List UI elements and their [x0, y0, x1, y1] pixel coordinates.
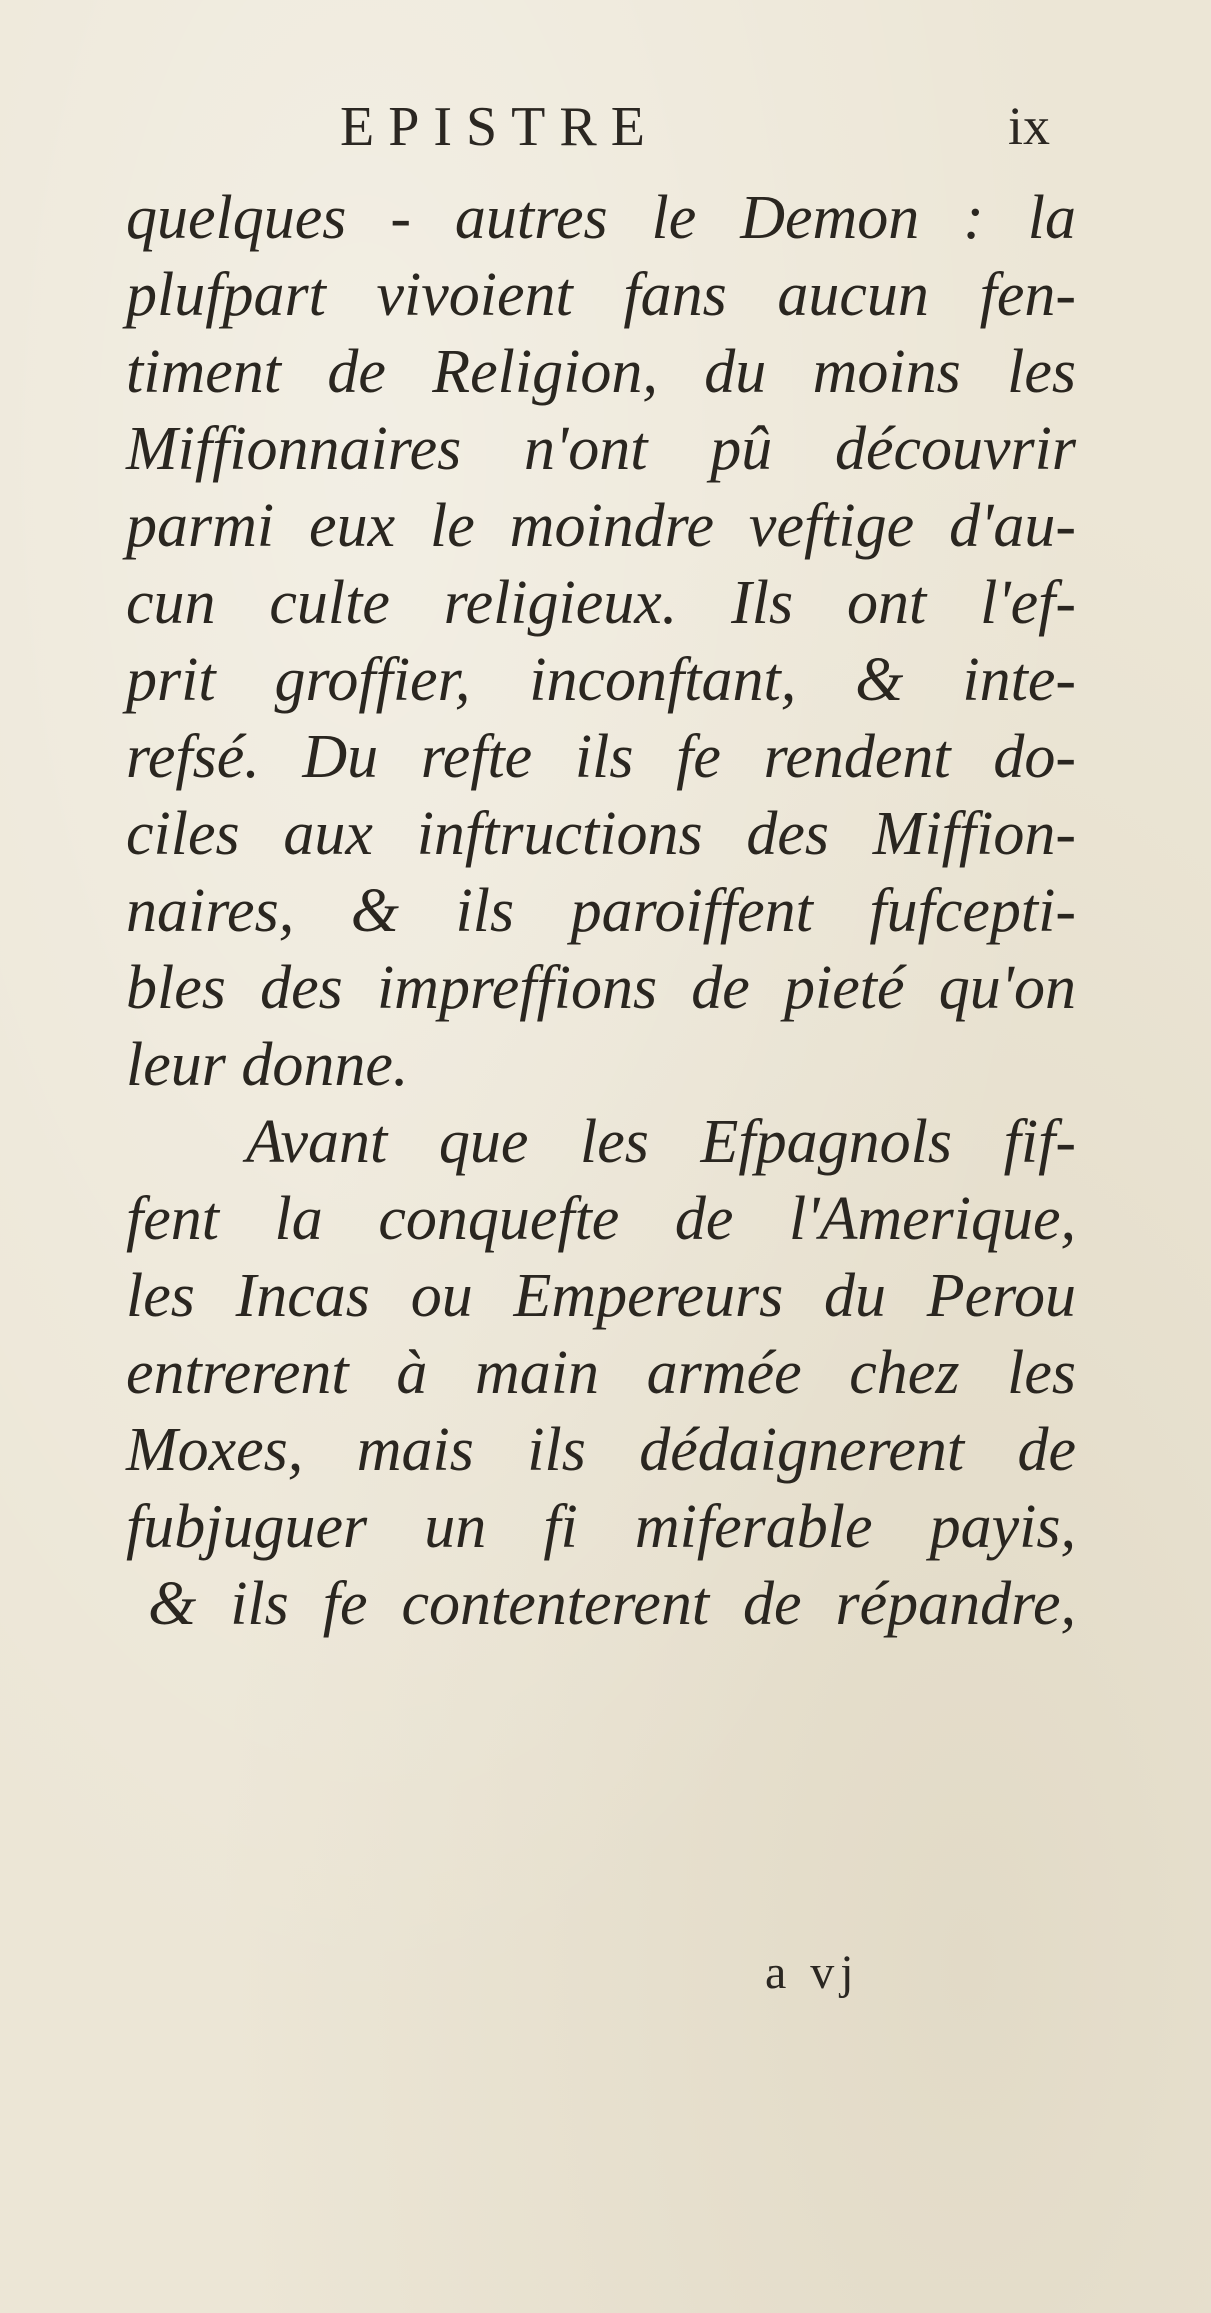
text-line: les Incas ou Empereurs du Perou [126, 1262, 1076, 1330]
text-line: bles des impreffions de pieté qu'on [126, 954, 1076, 1022]
text-line: fubjuguer un fi miferable payis, [126, 1493, 1076, 1561]
paragraph-start-line: Avant que les Efpagnols fif- [246, 1108, 1076, 1176]
running-head-title: EPISTRE [340, 96, 659, 158]
text-line: parmi eux le moindre veftige d'au- [126, 492, 1076, 560]
running-head [130, 95, 1060, 175]
body-text [126, 180, 1076, 1643]
text-line: cun culte religieux. Ils ont l'ef- [126, 569, 1076, 637]
page-number: ix [1007, 96, 1050, 156]
text-line: timent de Religion, du moins les [126, 338, 1076, 406]
text-line: leur donne. [126, 1031, 409, 1099]
text-line: prit groffier, inconftant, & inte- [126, 646, 1076, 714]
signature-mark: a vj [765, 1946, 860, 1999]
text-line: Miffionnaires n'ont pû découvrir [126, 415, 1076, 483]
text-line: quelques - autres le Demon : la [126, 184, 1076, 252]
text-line: entrerent à main armée chez les [126, 1339, 1076, 1407]
text-line: & ils fe contenterent de répandre, [148, 1570, 1076, 1638]
text-line: naires, & ils paroiffent fufcepti- [126, 877, 1076, 945]
text-line: ciles aux inftructions des Miffion- [126, 800, 1076, 868]
text-line: fent la conquefte de l'Amerique, [126, 1185, 1076, 1253]
text-line: plufpart vivoient fans aucun fen- [126, 261, 1076, 329]
text-line: refsé. Du refte ils fe rendent do- [126, 723, 1076, 791]
text-line: Moxes, mais ils dédaignerent de [126, 1416, 1076, 1484]
